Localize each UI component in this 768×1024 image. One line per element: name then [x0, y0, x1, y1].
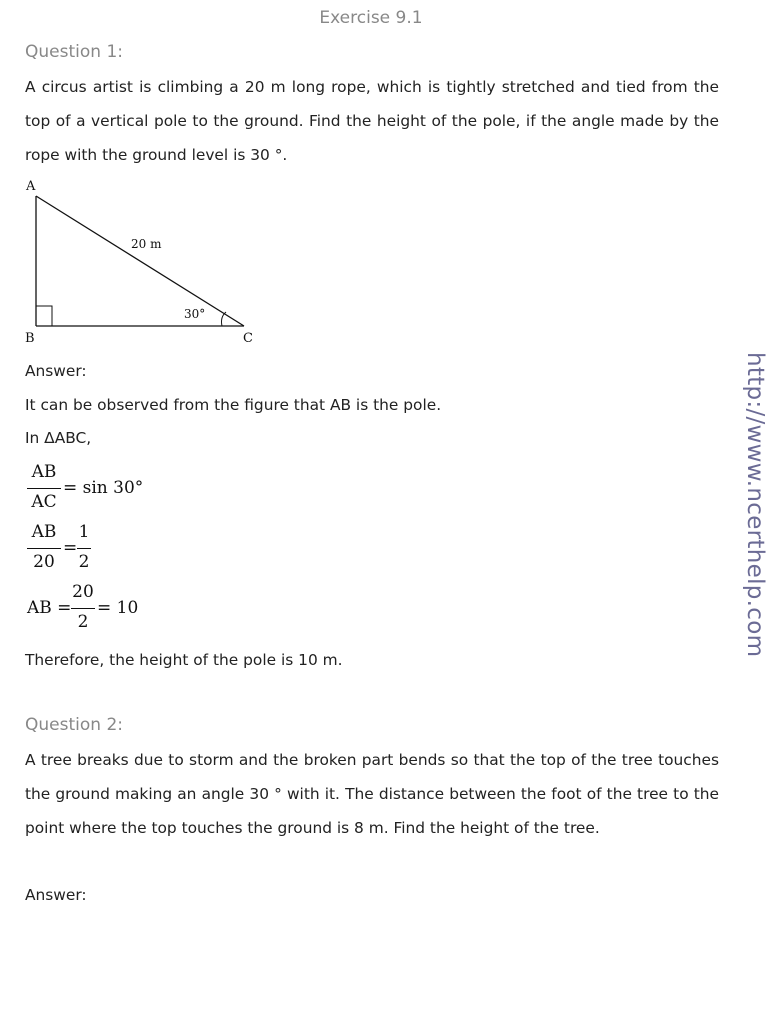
eq3-denominator: 2 — [77, 612, 89, 632]
rope-line-ac — [36, 196, 244, 326]
question-1-heading: Question 1: — [25, 42, 123, 62]
eq2-numerator: AB — [31, 522, 57, 542]
eq2-rhs-fraction-bar — [77, 548, 91, 549]
eq2-rhs-numerator: 1 — [78, 522, 90, 542]
eq3-fraction-bar — [71, 608, 95, 609]
vertex-b-label: B — [25, 331, 35, 346]
answer-2-label: Answer: — [25, 886, 87, 904]
eq3-lhs: AB = — [27, 598, 72, 618]
eq3-numerator: 20 — [72, 582, 94, 602]
eq1-numerator: AB — [31, 462, 57, 482]
equation-2 — [27, 522, 127, 578]
angle-label: 30° — [184, 307, 206, 321]
question-2-text: A tree breaks due to storm and the broken part bends so that the top of the tree touches the ground making an angle 30 ° with it. The distance between the foot of the tree to the point where the top touches the ground is 8 m. Find the height of the tree. — [25, 751, 719, 837]
eq3-rhs: = 10 — [97, 598, 139, 618]
eq2-fraction-bar — [27, 548, 61, 549]
answer-1-line-2: In ΔABC, — [25, 429, 92, 447]
eq1-rhs: = sin 30° — [63, 478, 144, 498]
right-angle-mark — [36, 306, 52, 326]
hypotenuse-label: 20 m — [131, 237, 162, 251]
eq1-fraction-bar — [27, 488, 61, 489]
answer-1-label: Answer: — [25, 362, 87, 380]
equation-3 — [27, 582, 157, 638]
equation-1 — [27, 462, 147, 518]
eq1-denominator: AC — [31, 492, 57, 512]
answer-1-conclusion: Therefore, the height of the pole is 10 m. — [25, 651, 343, 669]
question-1-text: A circus artist is climbing a 20 m long rope, which is tightly stretched and tied from the top of a vertical pole to the ground. Find the height of the pole, if the angle made by the rope with the ground level is 30 °. — [25, 78, 719, 164]
eq2-denominator: 20 — [33, 552, 55, 572]
question-2-heading: Question 2: — [25, 715, 123, 735]
watermark-url: http://www.ncerthelp.com — [742, 352, 768, 658]
triangle-figure — [18, 176, 268, 346]
vertex-c-label: C — [243, 331, 253, 346]
exercise-title: Exercise 9.1 — [319, 8, 423, 28]
eq2-rhs-denominator: 2 — [78, 552, 90, 572]
vertex-a-label: A — [26, 179, 36, 194]
answer-1-line-1: It can be observed from the figure that AB is the pole. — [25, 396, 442, 414]
eq2-equals: = — [63, 538, 78, 558]
